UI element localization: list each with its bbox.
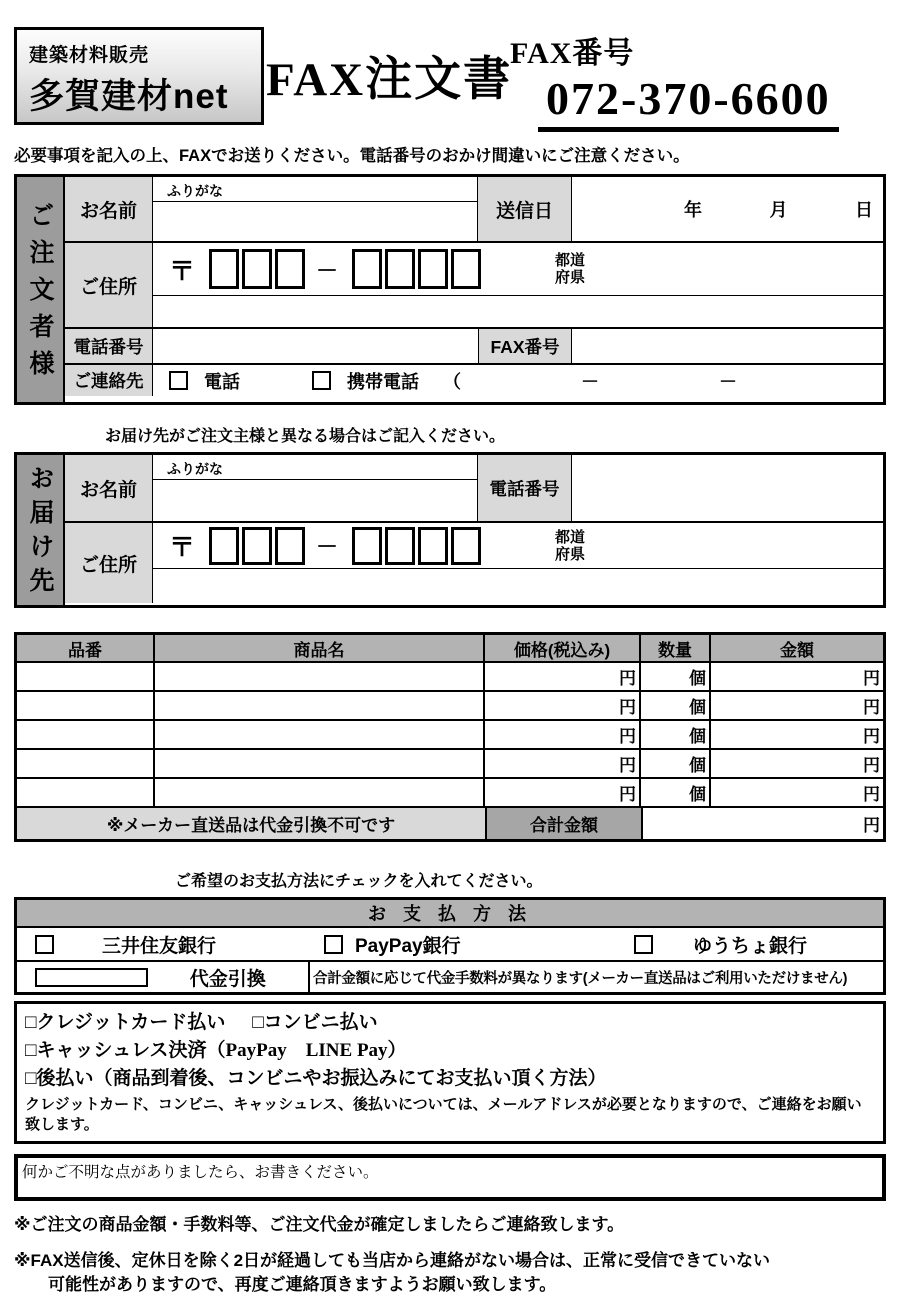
yen-unit: 円 [863, 816, 880, 835]
form-instruction: 必要事項を記入の上、FAXでお送りください。電話番号のおかけ間違いにご注意ください。 [14, 147, 690, 165]
delivery-name-blank[interactable] [153, 480, 477, 521]
postal-digit-box[interactable] [352, 249, 382, 289]
amount-blank[interactable] [711, 721, 883, 748]
delivery-tel-blank[interactable] [572, 455, 883, 521]
qty-unit: 個 [689, 698, 706, 717]
footer-note-1: ※ご注文の商品金額・手数料等、ご注文代金が確定しましたらご連絡致します。 [14, 1215, 625, 1234]
orderer-name-row [65, 177, 883, 243]
col-header-product-name: 商品名 [155, 635, 485, 661]
delivery-side-label: お届け先 [17, 455, 65, 605]
logo-company-name: 多賀建材net [29, 77, 229, 116]
yen-unit: 円 [619, 698, 636, 717]
send-date-input-area[interactable] [572, 177, 883, 241]
smbc-label: 三井住友銀行 [102, 935, 217, 957]
cashless-option[interactable]: □キャッシュレス決済（PayPay LINE Pay） [25, 1040, 407, 1061]
postal-dash: － [316, 534, 339, 559]
credit-conbini-line [25, 1009, 873, 1037]
items-header-row [17, 635, 883, 663]
orderer-name-blank[interactable] [153, 202, 477, 241]
item-number-blank[interactable] [17, 692, 155, 719]
postal-digit-box[interactable] [352, 527, 382, 565]
delivery-tel-label: 電話番号 [478, 455, 572, 521]
comments-box[interactable] [14, 1154, 886, 1201]
orderer-name-label: お名前 [65, 177, 153, 241]
postal-digit-box[interactable] [451, 527, 481, 565]
amount-blank[interactable] [711, 663, 883, 690]
paypay-bank-label: PayPay銀行 [355, 935, 461, 957]
postal-digit-box[interactable] [209, 527, 239, 565]
delivery-name-input-area[interactable] [153, 455, 478, 521]
delivery-address-blank[interactable] [153, 569, 883, 603]
delivery-furigana-label: ふりがな [153, 455, 477, 480]
postal-digit-box[interactable] [242, 249, 272, 289]
cod-checkbox[interactable] [35, 968, 148, 987]
day-unit: 日 [854, 200, 873, 220]
footer-notes [14, 1213, 886, 1297]
col-header-quantity: 数量 [641, 635, 711, 661]
quantity-blank[interactable] [641, 692, 711, 719]
yucho-checkbox[interactable] [634, 935, 653, 954]
delivery-address-label: ご住所 [65, 523, 153, 603]
delivery-postal-line [153, 523, 883, 569]
orderer-address-row [65, 243, 883, 329]
company-logo [14, 27, 264, 125]
postal-digit-box[interactable] [385, 249, 415, 289]
item-number-blank[interactable] [17, 779, 155, 806]
delivery-note: お届け先がご注文主様と異なる場合はご記入ください。 [105, 428, 506, 445]
price-blank[interactable] [485, 721, 641, 748]
qty-unit: 個 [689, 785, 706, 804]
yen-unit: 円 [863, 669, 880, 688]
postal-digit-box[interactable] [451, 249, 481, 289]
quantity-blank[interactable] [641, 750, 711, 777]
logo-tagline: 建築材料販売 [29, 45, 150, 66]
yen-unit: 円 [619, 727, 636, 746]
yen-unit: 円 [619, 669, 636, 688]
price-blank[interactable] [485, 692, 641, 719]
postal-digit-box[interactable] [418, 249, 448, 289]
yen-unit: 円 [863, 727, 880, 746]
fax-number-label: FAX番号 [510, 37, 635, 70]
postal-digit-box[interactable] [275, 249, 305, 289]
postal-mark-icon: 〒 [169, 532, 196, 562]
col-header-item-number: 品番 [17, 635, 155, 661]
yen-unit: 円 [863, 785, 880, 804]
payment-instruction: ご希望のお支払方法にチェックを入れてください。 [175, 873, 543, 890]
email-required-note: クレジットカード、コンビニ、キャッシュレス、後払いについては、メールアドレスが必要となりますので、ご連絡をお願い致します。 [25, 1097, 862, 1133]
amount-blank[interactable] [711, 750, 883, 777]
orderer-contact-options [153, 365, 883, 396]
item-number-blank[interactable] [17, 750, 155, 777]
other-payment-box [14, 1001, 886, 1144]
delivery-name-label: お名前 [65, 455, 153, 521]
delivery-address-row [65, 523, 883, 603]
contact-mobile-checkbox[interactable] [312, 371, 331, 390]
col-header-amount: 金額 [780, 640, 814, 660]
cod-fee-note: 合計金額に応じて代金手数料が異なります(メーカー直送品はご利用いただけません) [313, 970, 848, 987]
footer-note-2 [14, 1249, 886, 1297]
price-blank[interactable] [485, 750, 641, 777]
payment-cod-row [17, 962, 883, 992]
prefecture-label [555, 529, 585, 563]
prefecture-label-line1: 都道 [555, 528, 586, 546]
fax-number-value: 072-370-6600 [538, 72, 839, 132]
orderer-tel-label: 電話番号 [65, 329, 153, 363]
orderer-tel-blank[interactable] [153, 329, 478, 363]
bank-option-paypay [310, 931, 620, 958]
quantity-blank[interactable] [641, 779, 711, 806]
form-title: FAX注文書 [266, 54, 513, 106]
send-date-label: 送信日 [478, 177, 572, 241]
col-header-price: 価格(税込み) [485, 635, 641, 661]
orderer-phone-row [65, 329, 883, 365]
orderer-postal-line [153, 243, 883, 296]
orderer-address-blank[interactable] [153, 296, 883, 327]
product-name-blank[interactable] [155, 692, 485, 719]
footer-note-2-line2: 可能性がありますので、再度ご連絡頂きますようお願い致します。 [48, 1275, 557, 1294]
comments-label: 何かご不明な点がありましたら、お書きください。 [22, 1164, 379, 1181]
month-unit: 月 [769, 200, 788, 220]
price-blank[interactable] [485, 779, 641, 806]
yucho-label: ゆうちょ銀行 [693, 935, 808, 957]
item-row [17, 779, 883, 808]
yen-unit: 円 [619, 756, 636, 775]
qty-unit: 個 [689, 727, 706, 746]
orderer-contact-row [65, 365, 883, 396]
product-name-blank[interactable] [155, 750, 485, 777]
page-header [0, 0, 900, 138]
paypay-bank-checkbox[interactable] [324, 935, 343, 954]
credit-card-option[interactable]: □クレジットカード払い [25, 1012, 226, 1033]
item-row [17, 663, 883, 692]
prefecture-label-line2: 府県 [555, 269, 586, 286]
cod-label: 代金引換 [189, 968, 266, 990]
item-row [17, 692, 883, 721]
yen-unit: 円 [863, 698, 880, 717]
footer-note-2-line1: ※FAX送信後、定休日を除く2日が経過しても当店から連絡がない場合は、正常に受信できていない [14, 1251, 771, 1270]
payment-bank-row [17, 928, 883, 962]
total-amount-blank[interactable] [643, 808, 883, 839]
postal-digit-box[interactable] [209, 249, 239, 289]
postal-digit-box[interactable] [418, 527, 448, 565]
direct-shipping-note: ※メーカー直送品は代金引換不可です [17, 808, 487, 839]
smbc-checkbox[interactable] [35, 935, 54, 954]
delivery-name-row [65, 455, 883, 523]
price-blank[interactable] [485, 663, 641, 690]
orderer-contact-label: ご連絡先 [65, 365, 153, 396]
orderer-side-label: ご注文者様 [17, 177, 65, 402]
item-row [17, 750, 883, 779]
product-name-blank[interactable] [155, 663, 485, 690]
prefecture-label-line1: 都道 [555, 252, 586, 269]
amount-blank[interactable] [711, 692, 883, 719]
contact-tel-checkbox[interactable] [169, 371, 188, 390]
bank-option-smbc [17, 931, 310, 958]
postal-digit-box[interactable] [275, 527, 305, 565]
year-unit: 年 [683, 200, 702, 220]
postal-mark-icon: 〒 [169, 255, 196, 286]
total-label: 合計金額 [487, 808, 643, 839]
prefecture-label-line2: 府県 [555, 545, 586, 563]
cod-option [17, 962, 310, 992]
contact-mobile-option: 携帯電話 [347, 371, 419, 392]
orderer-table [14, 174, 886, 405]
product-name-blank[interactable] [155, 779, 485, 806]
conbini-option[interactable]: □コンビニ払い [252, 1012, 378, 1033]
item-number-blank[interactable] [17, 663, 155, 690]
orderer-address-label: ご住所 [65, 243, 153, 327]
fax-number-block [510, 28, 839, 132]
orderer-name-input-area[interactable] [153, 177, 478, 241]
qty-unit: 個 [689, 669, 706, 688]
amount-blank[interactable] [711, 779, 883, 806]
deferred-option[interactable]: □後払い（商品到着後、コンビニやお振込みにてお支払い頂く方法） [25, 1068, 607, 1089]
yen-unit: 円 [863, 756, 880, 775]
contact-paren: （ [443, 371, 461, 392]
product-name-blank[interactable] [155, 721, 485, 748]
prefecture-label [555, 252, 585, 286]
quantity-blank[interactable] [641, 721, 711, 748]
orderer-fax-label: FAX番号 [478, 329, 572, 363]
items-table [14, 632, 886, 842]
item-number-blank[interactable] [17, 721, 155, 748]
yen-unit: 円 [619, 785, 636, 804]
item-row [17, 721, 883, 750]
payment-header: お 支 払 方 法 [17, 900, 883, 928]
orderer-fax-blank[interactable] [572, 329, 883, 363]
items-footer-row [17, 808, 883, 839]
contact-dash1: － [581, 371, 599, 392]
orderer-furigana-label: ふりがな [153, 177, 477, 202]
payment-table [14, 897, 886, 995]
contact-dash2: － [719, 371, 737, 392]
bank-option-yucho [620, 931, 883, 958]
contact-tel-option: 電話 [204, 371, 240, 392]
quantity-blank[interactable] [641, 663, 711, 690]
postal-digit-box[interactable] [242, 527, 272, 565]
postal-dash: － [316, 257, 339, 283]
qty-unit: 個 [689, 756, 706, 775]
postal-digit-box[interactable] [385, 527, 415, 565]
delivery-table [14, 452, 886, 608]
